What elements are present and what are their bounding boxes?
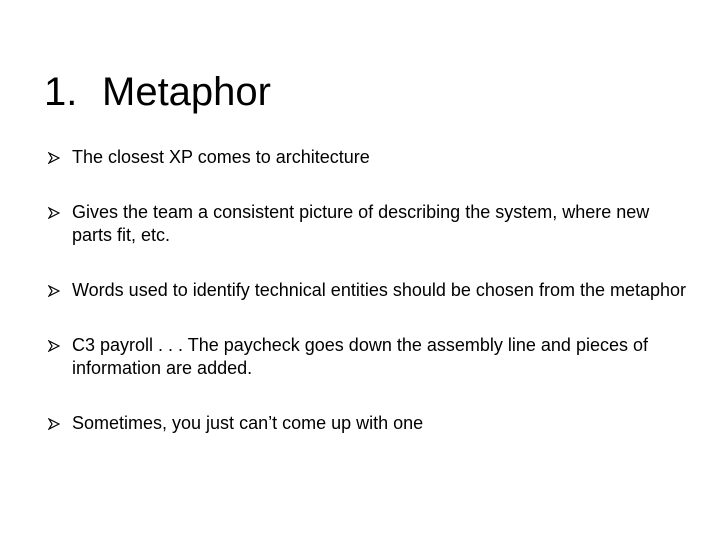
bullet-text: Sometimes, you just can’t come up with one [72,413,424,433]
arrow-bullet-icon [48,146,64,169]
arrow-bullet-icon [48,334,64,357]
bullet-item [48,146,688,169]
bullet-item [48,412,688,435]
slide-title-text: Metaphor [102,70,271,114]
slide-title-number: 1. [44,70,78,114]
bullet-item [48,201,688,247]
bullet-item [48,279,688,302]
arrow-bullet-icon [48,412,64,435]
bullet-text: C3 payroll . . . The paycheck goes down the assembly line and pieces of information are added. [72,335,648,378]
bullet-text: The closest XP comes to architecture [72,147,370,167]
bullet-list [48,146,688,467]
bullet-text: Gives the team a consistent picture of describing the system, where new parts fit, etc. [72,202,650,245]
arrow-bullet-icon [48,279,64,302]
bullet-text: Words used to identify technical entities should be chosen from the metaphor [72,280,687,300]
arrow-bullet-icon [48,201,64,224]
bullet-item [48,334,688,380]
slide-title [44,64,271,120]
